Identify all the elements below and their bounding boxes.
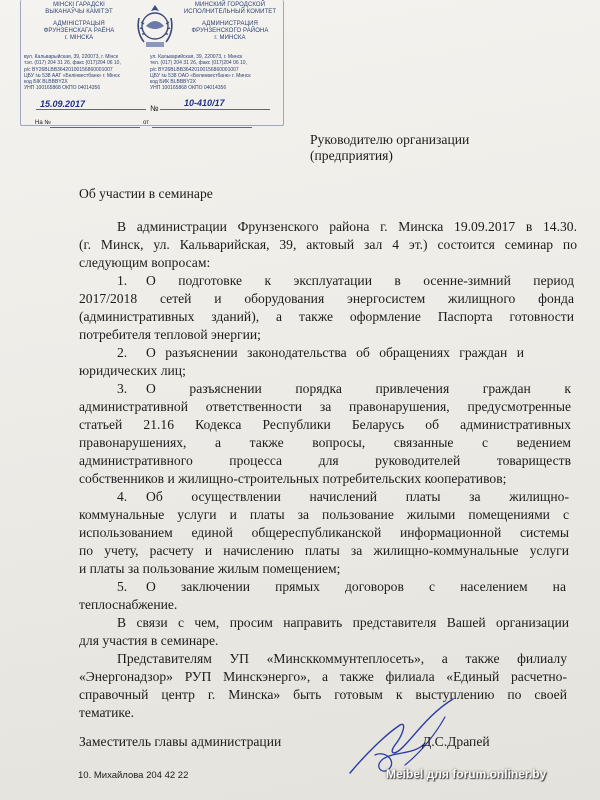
letterhead-address-ru: ул. Кальварийская, 39, 220073, г. Минск тел. (017) 204 31 26, факс (017)204 06 10, р/с BY26BLBB36420100156860001007 ЦБУ № 538 ОАО «Белинвестбанк» г. Минск код БИК BLBBBY2X УНП 100165868 ОКПО 04014356 [150, 54, 251, 92]
item-5-line: О заключении прямых договоров с населением на [146, 579, 566, 594]
out-date-line [36, 109, 146, 110]
presenters-line: «Энергонадзор» РУП Минскэнерго», а также филиала «Единый расчетно- [79, 669, 567, 684]
item-4-line: по учету, расчету и начислению платы за жилищно-коммунальные услуги [79, 543, 569, 558]
signatory-position: Заместитель главы администрации [79, 734, 282, 749]
item-3-line: правонарушениях, а также вопросы, связанные с ведением [79, 435, 571, 450]
item-2-number: 2. [117, 345, 128, 360]
outgoing-number: 10-410/17 [184, 98, 225, 108]
item-4-line: Об осуществлении начислений платы за жилищно- [146, 489, 569, 504]
recipient-line-2: (предприятия) [310, 148, 393, 163]
number-sign: № [150, 104, 159, 113]
forum-watermark: Meibel для forum.onliner.by [386, 767, 547, 781]
item-4-line: коммунальные услуги и платы за пользование жилыми помещениями с [79, 507, 569, 522]
item-1-line: (административных зданий), а также оформление Паспорта готовности [79, 309, 574, 324]
item-1-number: 1. [117, 273, 128, 288]
presenters-line: тематике. [79, 705, 135, 720]
letter-subject: Об участии в семинаре [79, 186, 213, 201]
item-4-number: 4. [117, 489, 128, 504]
item-1-line: О подготовке к эксплуатации в осенне-зимний период [146, 273, 574, 288]
item-2-line: юридических лиц; [79, 363, 186, 378]
item-3-line: О разъяснении порядка привлечения граждан к [146, 381, 571, 396]
intro-line-2: (г. Минск, ул. Кальварийская, 39, актовый зал 4 эт.) состоится семинар по [79, 237, 577, 252]
reference-date-label: от [143, 120, 149, 126]
item-3-line: административного процесса для руководителей товариществ [79, 453, 571, 468]
item-3-number: 3. [117, 381, 128, 396]
presenters-line: справочный центр г. Минска» быть готовым к выступлению по своей [79, 687, 567, 702]
signatory-name: Д.С.Драпей [422, 734, 490, 749]
request-line: для участия в семинаре. [79, 633, 219, 648]
item-1-line: 2017/2018 сетей и оборудования энергосистем жилищного фонда [79, 291, 574, 306]
outgoing-date: 15.09.2017 [40, 99, 86, 109]
reference-number-label: На № [35, 120, 51, 126]
item-3-line: административной ответственности за правонарушения, предусмотренные [79, 399, 571, 414]
presenters-line: Представителям УП «Минсккоммунтеплосеть», а также филиалу [117, 651, 567, 666]
item-1-line: потребителя тепловой энергии; [79, 327, 261, 342]
item-3-line: статьей 21.16 Кодекса Республики Беларусь об административных [79, 417, 571, 432]
letterhead-org-ru: МИНСКИЙ ГОРОДСКОЙ ИСПОЛНИТЕЛЬНЫЙ КОМИТЕТ АДМИНИСТРАЦИЯ ФРУНЗЕНСКОГО РАЙОНА г. МИНСКА [183, 2, 277, 41]
item-2-line: О разъяснении законодательства об обращениях граждан и [146, 345, 524, 360]
item-3-line: собственников и жилищно-строительных потребительских кооперативов; [79, 471, 507, 486]
recipient-line-1: Руководителю организации [310, 132, 470, 147]
item-4-line: использованием единой общереспубликанской информационной системы [79, 525, 569, 540]
letterhead-address-by: вул. Кальварыйская, 39, 220073, г. Мінск тэл. (017) 204 31 26, факс (017)204 06 10, р/с BY26BLBB36420100156860001007 ЦБУ № 538 ААТ «Белінвестбанк» г. Мінск код БІК BLBBBY2X УНП 100165868 ОКПО 04014356 [24, 54, 121, 92]
item-5-number: 5. [117, 579, 128, 594]
reference-number-line [50, 127, 140, 128]
reference-date-line [152, 127, 252, 128]
letterhead-org-by: МІНСКІ ГАРАДСКІ ВЫКАНАЎЧЫ КАМІТЭТ АДМІНІСТРАЦЫЯ ФРУНЗЕНСКАГА РАЁНА г. МІНСКА [43, 2, 115, 41]
out-number-line [160, 109, 270, 110]
item-4-line: и платы за пользование жилым помещением; [79, 561, 341, 576]
request-line: В связи с чем, просим направить представителя Вашей организации [117, 615, 569, 630]
item-5-line: теплоснабжение. [79, 597, 178, 612]
intro-line-3: следующим вопросам: [79, 255, 211, 270]
intro-line-1: В администрации Фрунзенского района г. Минска 19.09.2017 в 14.30. [117, 219, 577, 234]
coat-of-arms-emblem [132, 2, 178, 50]
executor-info: 10. Михайлова 204 42 22 [78, 770, 189, 781]
